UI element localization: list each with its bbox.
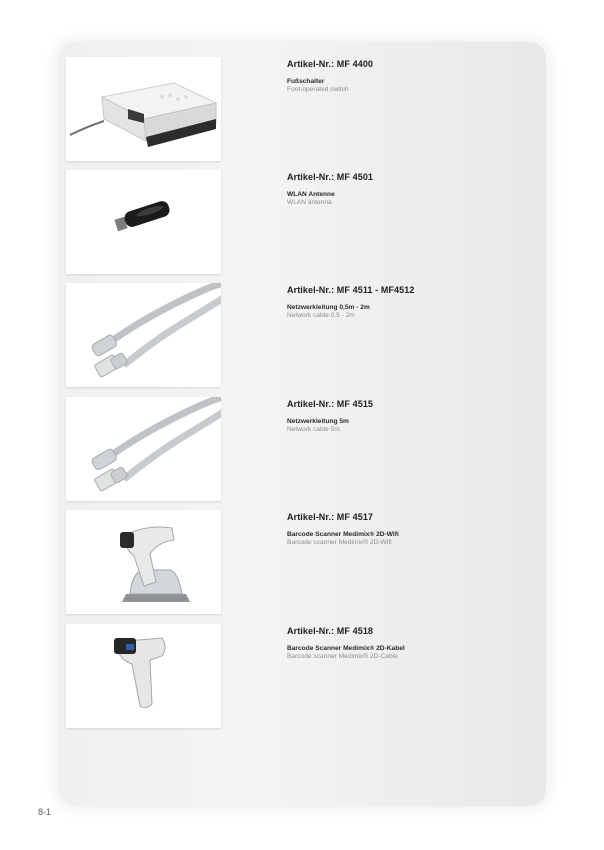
article-number: Artikel-Nr.: MF 4515 [287, 399, 374, 409]
product-name-en: Network cable 5m [287, 426, 340, 433]
product-name-en: Network cable 0.5 - 2m [287, 312, 355, 319]
product-name-de: Barcode Scanner Medimix® 2D-Wifi [287, 531, 399, 538]
product-name-de: Netzwerkleitung 0,5m - 2m [287, 304, 370, 311]
product-name-en: Foot-operated switch [287, 86, 349, 93]
product-item [58, 283, 546, 387]
article-number: Artikel-Nr.: MF 4517 [287, 512, 374, 522]
barcode-scanner-cradle-image [66, 510, 221, 614]
product-item [58, 510, 546, 614]
page-number: 8-1 [38, 807, 52, 817]
article-number: Artikel-Nr.: MF 4400 [287, 59, 374, 69]
barcode-scanner-image [66, 624, 221, 728]
product-name-en: Barcode scanner Medimix® 2D-Cable [287, 653, 398, 660]
network-cable-image [66, 283, 221, 387]
product-name-de: Barcode Scanner Medimix® 2D-Kabel [287, 645, 405, 652]
product-item [58, 57, 546, 161]
article-number: Artikel-Nr.: MF 4501 [287, 172, 374, 182]
article-number: Artikel-Nr.: MF 4511 - MF4512 [287, 285, 415, 295]
foot-switch-image [66, 57, 221, 161]
wlan-antenna-image [66, 170, 221, 274]
product-item [58, 170, 546, 274]
network-cable-image [66, 397, 221, 501]
product-name-de: WLAN Antenne [287, 191, 335, 198]
product-name-de: Fußschalter [287, 78, 325, 85]
product-item [58, 624, 546, 728]
product-name-en: WLAN antenna [287, 199, 332, 206]
product-item [58, 397, 546, 501]
article-number: Artikel-Nr.: MF 4518 [287, 626, 374, 636]
catalog-panel [58, 42, 546, 806]
product-name-en: Barcode scanner Medimix® 2D-Wifi [287, 539, 392, 546]
product-name-de: Netzwerkleitung 5m [287, 418, 349, 425]
